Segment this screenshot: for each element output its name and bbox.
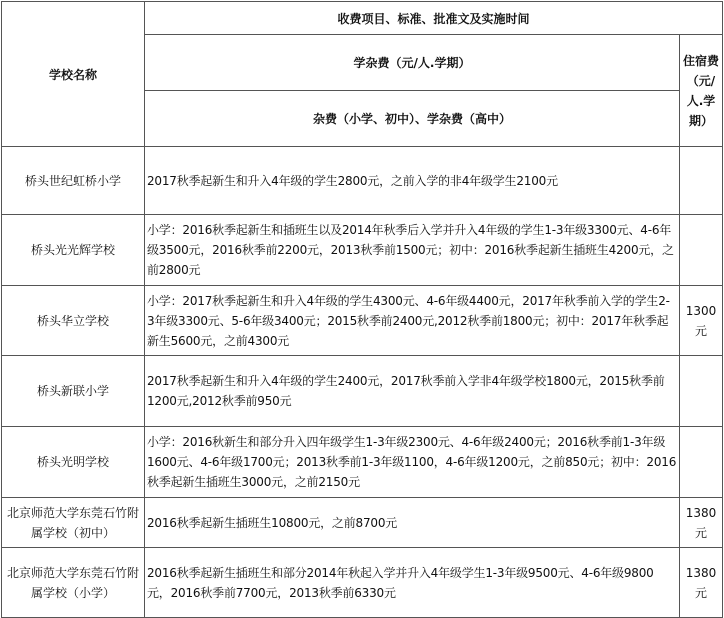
dorm-fee-cell: 1380元 — [680, 548, 723, 618]
table-row — [2, 498, 723, 548]
school-name-cell: 北京师范大学东莞石竹附属学校（初中） — [2, 498, 145, 548]
dorm-fee-cell: 1380元 — [680, 498, 723, 548]
dorm-fee-cell — [680, 147, 723, 215]
dorm-fee-cell — [680, 427, 723, 498]
dorm-fee-cell: 1300元 — [680, 286, 723, 356]
header-misc-fee: 学杂费（元/人.学期） — [145, 35, 680, 91]
header-dorm-fee: 住宿费（元/人.学期） — [680, 35, 723, 147]
school-name-cell: 桥头华立学校 — [2, 286, 145, 356]
fee-detail-cell: 小学：2017秋季起新生和升入4年级的学生4300元、4-6年级4400元，2017年秋季前入学的学生2-3年级3300元、5-6年级3400元；2015秋季前2400元,2012秋季前1800元；初中：2017年秋季起新生5600元，之前4300元 — [145, 286, 680, 356]
fee-detail-cell: 2016秋季起新生插班生10800元，之前8700元 — [145, 498, 680, 548]
table-row — [2, 356, 723, 427]
table-row — [2, 427, 723, 498]
fee-detail-cell: 2016秋季起新生插班生和部分2014年秋起入学并升入4年级学生1-3年级9500元、4-6年级9800元，2016秋季前7700元，2013秋季前6330元 — [145, 548, 680, 618]
school-name-cell: 桥头世纪虹桥小学 — [2, 147, 145, 215]
fee-standard-table — [1, 1, 723, 618]
table-row — [2, 147, 723, 215]
header-misc-fee-sub: 杂费（小学、初中）、学杂费（高中） — [145, 91, 680, 147]
header-row-1 — [2, 2, 723, 35]
dorm-fee-cell — [680, 215, 723, 286]
fee-detail-cell: 小学：2016秋新生和部分升入四年级学生1-3年级2300元、4-6年级2400元；2016秋季前1-3年级1600元、4-6年级1700元；2013秋季前1-3年级1100，4-6年级1200元，之前850元；初中：2016秋季起新生插班生3000元，之前2150元 — [145, 427, 680, 498]
table-row — [2, 286, 723, 356]
table-row — [2, 548, 723, 618]
header-fee-group: 收费项目、标准、批准文及实施时间 — [145, 2, 723, 35]
school-name-cell: 桥头新联小学 — [2, 356, 145, 427]
table-row — [2, 215, 723, 286]
header-school-name: 学校名称 — [2, 2, 145, 147]
school-name-cell: 桥头光明学校 — [2, 427, 145, 498]
fee-detail-cell: 小学：2016秋季起新生和插班生以及2014年秋季后入学并升入4年级的学生1-3年级3300元、4-6年级3500元，2016秋季前2200元，2013秋季前1500元；初中：2016秋季起新生插班生4200元，之前2800元 — [145, 215, 680, 286]
school-name-cell: 北京师范大学东莞石竹附属学校（小学） — [2, 548, 145, 618]
dorm-fee-cell — [680, 356, 723, 427]
school-name-cell: 桥头光光辉学校 — [2, 215, 145, 286]
fee-detail-cell: 2017秋季起新生和升入4年级的学生2400元，2017秋季前入学非4年级学校1800元，2015秋季前1200元,2012秋季前950元 — [145, 356, 680, 427]
fee-detail-cell: 2017秋季起新生和升入4年级的学生2800元，之前入学的非4年级学生2100元 — [145, 147, 680, 215]
